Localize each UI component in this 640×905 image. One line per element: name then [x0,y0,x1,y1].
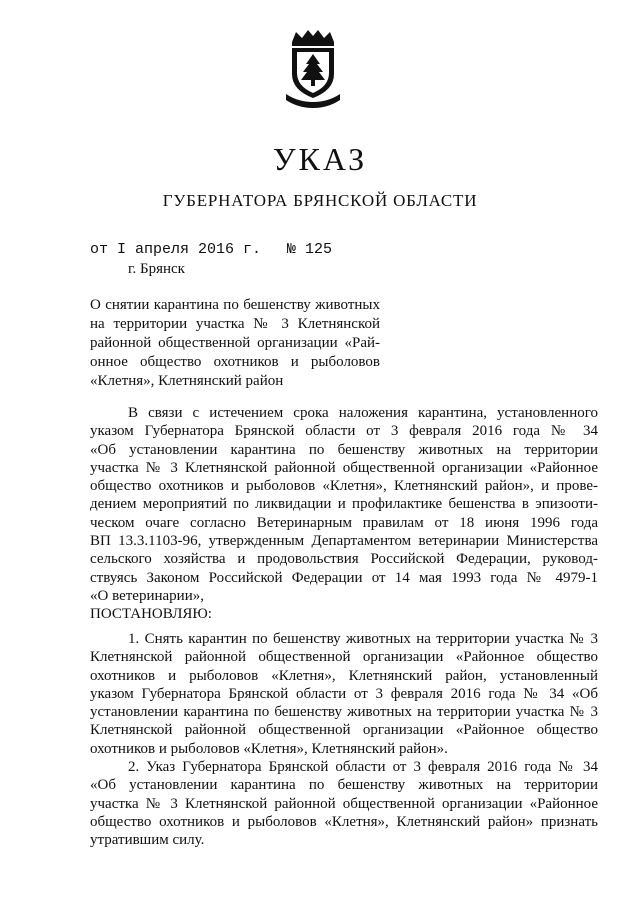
decree-city: г. Брянск [128,261,185,277]
item-2-line: участка № 3 Клетнянской районной общественной организации «Районное [90,795,598,812]
item-1-line: охотников и рыболовов «Клетня», Клетнянский район, установленный [90,667,598,684]
subject-line: районной общественной организации «Рай- [90,335,380,351]
coat-of-arms-graphic [278,28,348,108]
decree-subject [90,296,380,391]
subject-line: онное общество охотников и рыболовов [90,354,380,370]
decree-date-line [90,240,332,260]
item-1-line: Клетнянской районной общественной организации «Районное общество [90,722,598,739]
preamble-paragraph [90,404,598,624]
preamble-line: «Об установлении карантина по бешенству животных на территории [90,441,598,458]
item-1-line: Клетнянской районной общественной организации «Районное общество [90,649,598,666]
preamble-line: «О ветеринарии», [90,587,204,604]
preamble-line: ВП 13.3.1103-96, утвержденным Департаментом ветеринарии Министерства [90,533,598,550]
item-2-line: общество охотников и рыболовов «Клетня», Клетнянский район» признать [90,813,598,830]
preamble-line: указом Губернатора Брянской области от 3 февраля 2016 года № 34 [90,423,598,440]
item-2-line: 2. Указ Губернатора Брянской области от 3 февраля 2016 года № 34 [128,759,598,775]
item-1-line: указом Губернатора Брянской области от 3 февраля 2016 года № 34 «Об [90,685,598,702]
coat-of-arms-icon [278,28,348,108]
preamble-line: ствуясь Законом Российской Федерации от 14 мая 1993 года № 4979-1 [90,569,598,586]
item-1-line: охотников и рыболовов «Клетня», Клетнянский район». [90,740,448,757]
preamble-line: сельского хозяйства и продовольствия Российской Федерации, руковод- [90,551,598,568]
decree-word: ПОСТАНОВЛЯЮ: [90,606,212,623]
subject-line: «Клетня», Клетнянский район [90,373,284,389]
item-2-line: утратившим силу. [90,832,205,849]
decree-date: от I апреля 2016 г. [90,241,262,258]
subject-line: на территории участка № 3 Клетнянской [90,316,380,332]
document-subtitle: ГУБЕРНАТОРА БРЯНСКОЙ ОБЛАСТИ [162,191,478,210]
item-1-paragraph [90,630,598,758]
item-1-line: установлении карантина по бешенству животных на территории участка № 3 [90,704,598,721]
item-2-line: «Об установлении карантина по бешенству животных на территории [90,777,598,794]
item-1-line: 1. Снять карантин по бешенству животных на территории участка № 3 [128,631,598,647]
preamble-line: В связи с истечением срока наложения карантина, установленного [128,405,598,421]
preamble-line: ческом очаге согласно Ветеринарным правилам от 18 июня 1996 года [90,514,598,531]
preamble-line: дением мероприятий по ликвидации и профилактике бешенства в эпизооти- [90,496,598,513]
subject-line: О снятии карантина по бешенству животных [90,297,380,313]
preamble-line: участка № 3 Клетнянской районной общественной организации «Районное [90,459,598,476]
decree-number: № 125 [287,241,333,258]
preamble-line: общество охотников и рыболовов «Клетня», Клетнянский район», и прове- [90,478,598,495]
item-2-paragraph [90,758,598,849]
document-title: УКАЗ [272,141,368,177]
